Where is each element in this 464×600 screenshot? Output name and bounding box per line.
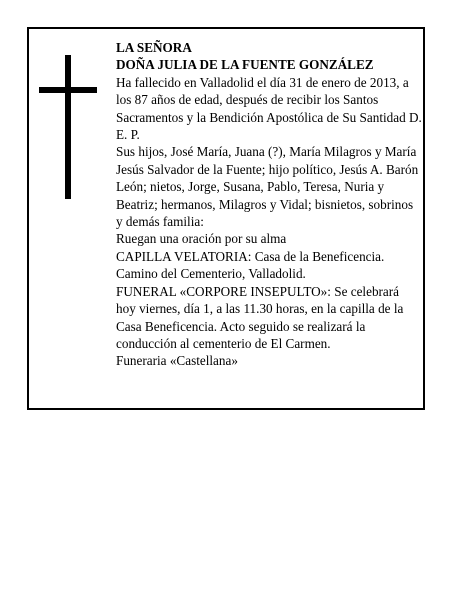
notice-title: LA SEÑORA bbox=[116, 40, 192, 55]
cross-horizontal-bar bbox=[39, 87, 97, 93]
cross-vertical-bar bbox=[65, 55, 71, 199]
chapel-info: CAPILLA VELATORIA: Casa de la Beneficencia. Camino del Cementerio, Valladolid. bbox=[116, 248, 385, 282]
notice-body bbox=[116, 39, 422, 370]
funeral-home: Funeraria «Castellana» bbox=[116, 353, 238, 369]
funeral-info: FUNERAL «CORPORE INSEPULTO»: Se celebrará hoy viernes, día 1, a las 11.30 horas, en la capilla de la Casa Beneficencia. Acto seguido se realizará la conducción al cementerio de El Carmen. bbox=[116, 283, 404, 351]
deceased-name: DOÑA JULIA DE LA FUENTE GONZÁLEZ bbox=[116, 57, 374, 73]
obituary-notice bbox=[27, 27, 425, 410]
family-list: Sus hijos, José María, Juana (?), María Milagros y María Jesús Salvador de la Fuente; hijo político, Jesús A. Barón León; nietos, Jorge, Susana, Pablo, Teresa, Nuria y Beatriz; hermanos, Milagros y Vidal; bisnietos, sobrinos y demás familia: bbox=[116, 144, 419, 230]
prayer-request: Ruegan una oración por su alma bbox=[116, 231, 287, 247]
death-details: Ha fallecido en Valladolid el día 31 de enero de 2013, a los 87 años de edad, después de recibir los Santos Sacramentos y la Bendición Apostólica de Su Santidad D. E. P. bbox=[116, 74, 422, 143]
latin-cross-icon bbox=[39, 55, 97, 199]
